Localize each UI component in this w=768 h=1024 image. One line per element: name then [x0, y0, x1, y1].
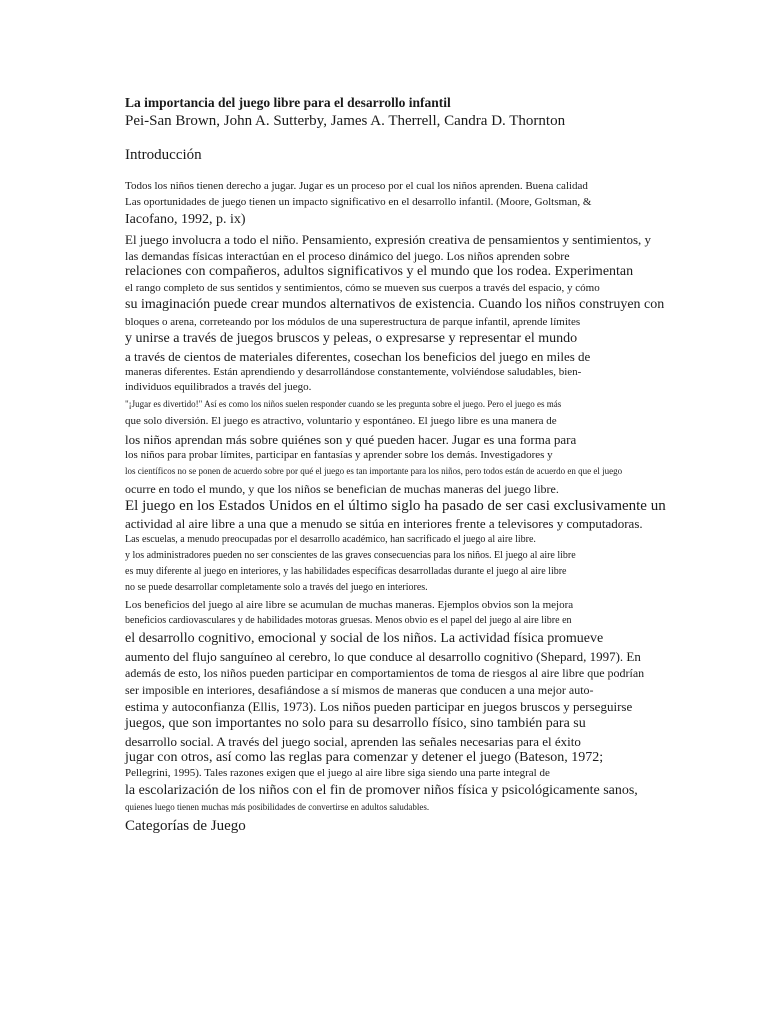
body-line: aumento del flujo sanguíneo al cerebro, lo que conduce al desarrollo cognitivo (Shepard, 1997). En	[125, 649, 641, 664]
body-line: que solo diversión. El juego es atractivo, voluntario y espontáneo. El juego libre es una manera de	[125, 415, 557, 427]
body-line: el rango completo de sus sentidos y sentimientos, cómo se mueven sus cuerpos a través del espacio, y cómo	[125, 282, 600, 294]
body-line: Las escuelas, a menudo preocupadas por el desarrollo académico, han sacrificado el juego al aire libre.	[125, 534, 536, 545]
body-line: beneficios cardiovasculares y de habilidades motoras gruesas. Menos obvio es el papel del juego al aire libre en	[125, 615, 572, 626]
body-line: El juego involucra a todo el niño. Pensamiento, expresión creativa de pensamientos y sentimientos, y	[125, 232, 652, 247]
body-line: Iacofano, 1992, p. ix)	[125, 212, 246, 227]
body-line: relaciones con compañeros, adultos significativos y el mundo que los rodea. Experimentan	[125, 264, 634, 279]
body-line: ocurre en todo el mundo, y que los niños se benefician de muchas maneras del juego libre.	[125, 482, 559, 496]
body-line: Pellegrini, 1995). Tales razones exigen que el juego al aire libre siga siendo una parte integral de	[125, 767, 550, 779]
body-line: y unirse a través de juegos bruscos y peleas, o expresarse y representar el mundo	[125, 331, 578, 346]
body-line: las demandas físicas interactúan en el proceso dinámico del juego. Los niños aprenden sobre	[125, 249, 570, 263]
body-line: y los administradores pueden no ser conscientes de las graves consecuencias para los niños. El juego al aire libre	[125, 550, 576, 561]
body-line: desarrollo social. A través del juego social, aprenden las señales necesarias para el éxito	[125, 734, 581, 749]
body-line: El juego en los Estados Unidos en el último siglo ha pasado de ser casi exclusivamente un	[125, 498, 666, 514]
body-line: estima y autoconfianza (Ellis, 1973). Los niños pueden participar en juegos bruscos y perseguirse	[125, 699, 633, 714]
body-line: bloques o arena, correteando por los módulos de una superestructura de parque infantil, aprende límites	[125, 316, 581, 328]
document-authors: Pei-San Brown, John A. Sutterby, James A. Therrell, Candra D. Thornton	[125, 113, 566, 129]
body-line: maneras diferentes. Están aprendiendo y desarrollándose constantemente, volviéndose saludables, bien-	[125, 366, 582, 378]
body-line: su imaginación puede crear mundos alternativos de existencia. Cuando los niños construyen con	[125, 297, 665, 312]
document-title: La importancia del juego libre para el desarrollo infantil	[125, 95, 451, 110]
body-line: individuos equilibrados a través del juego.	[125, 381, 312, 393]
body-line: juegos, que son importantes no solo para su desarrollo físico, sino también para su	[125, 716, 586, 731]
body-line: a través de cientos de materiales diferentes, cosechan los beneficios del juego en miles de	[125, 349, 591, 364]
body-line: quienes luego tienen muchas más posibilidades de convertirse en adultos saludables.	[125, 802, 430, 812]
body-line: ser imposible en interiores, desafiándose a sí mismos de maneras que conducen a una mejor auto-	[125, 683, 594, 697]
body-line: "¡Jugar es divertido!" Así es como los niños suelen responder cuando se les pregunta sobre el juego. Pero el juego es más	[125, 399, 562, 409]
body-line: jugar con otros, así como las reglas para comenzar y detener el juego (Bateson, 1972;	[125, 750, 604, 765]
body-line: los niños aprendan más sobre quiénes son y qué pueden hacer. Jugar es una forma para	[125, 432, 577, 447]
body-line: es muy diferente al juego en interiores, y las habilidades específicas desarrolladas durante el juego al aire libre	[125, 566, 567, 577]
body-line: Todos los niños tienen derecho a jugar. Jugar es un proceso por el cual los niños aprenden. Buena calidad	[125, 180, 588, 192]
body-line: Los beneficios del juego al aire libre se acumulan de muchas maneras. Ejemplos obvios son la mejora	[125, 599, 574, 611]
body-line: el desarrollo cognitivo, emocional y social de los niños. La actividad física promueve	[125, 631, 604, 646]
section-heading-introduction: Introducción	[125, 147, 202, 163]
body-line: no se puede desarrollar completamente solo a través del juego en interiores.	[125, 582, 428, 593]
body-line: actividad al aire libre a una que a menudo se sitúa en interiores frente a televisores y computadoras.	[125, 516, 643, 531]
section-heading-categories: Categorías de Juego	[125, 818, 246, 834]
body-line: Las oportunidades de juego tienen un impacto significativo en el desarrollo infantil. (Moore, Goltsman, &	[125, 196, 592, 208]
body-line: además de esto, los niños pueden participar en comportamientos de toma de riesgos al aire libre que podrían	[125, 666, 645, 680]
body-line: los niños para probar límites, participar en fantasías y aprender sobre los demás. Investigadores y	[125, 449, 553, 461]
body-line: los científicos no se ponen de acuerdo sobre por qué el juego es tan importante para los niños, pero todos están de acuerdo en que el juego	[125, 466, 623, 476]
body-line: la escolarización de los niños con el fin de promover niños física y psicológicamente sanos,	[125, 783, 638, 798]
